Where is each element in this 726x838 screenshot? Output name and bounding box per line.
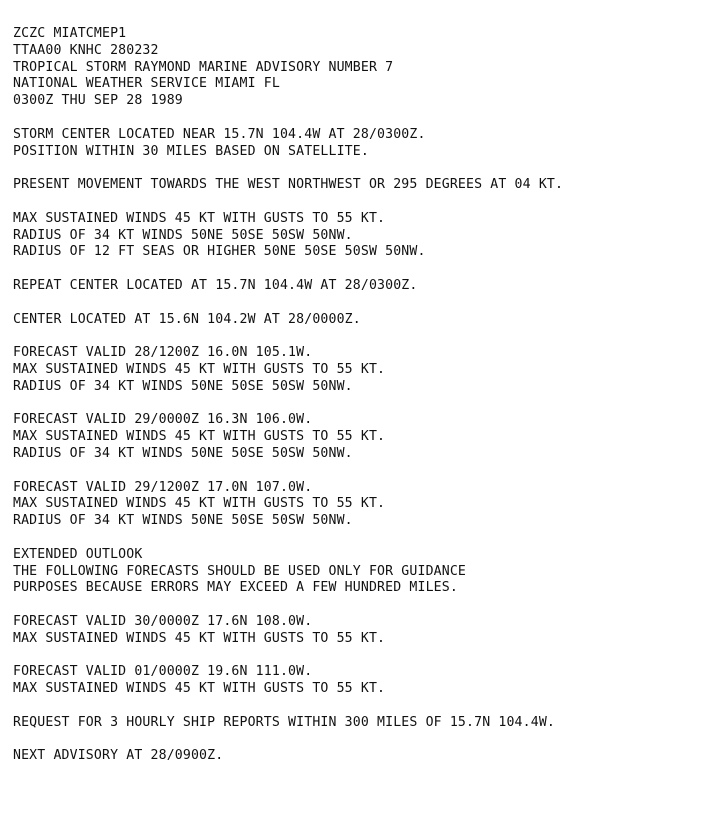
forecast-radius-line: RADIUS OF 34 KT WINDS 50NE 50SE 50SW 50NW. bbox=[13, 378, 353, 394]
forecast-max-winds-line: MAX SUSTAINED WINDS 45 KT WITH GUSTS TO 55 KT. bbox=[13, 429, 386, 445]
extended-outlook-title: EXTENDED OUTLOOK bbox=[13, 546, 143, 562]
blank-line bbox=[13, 597, 718, 614]
forecast-max-winds-line: MAX SUSTAINED WINDS 45 KT WITH GUSTS TO 55 KT. bbox=[13, 681, 386, 697]
forecast-block bbox=[13, 345, 718, 395]
blank-line bbox=[13, 530, 718, 547]
forecast-valid-line: FORECAST VALID 01/0000Z 19.6N 111.0W. bbox=[13, 664, 313, 680]
max-winds-line: MAX SUSTAINED WINDS 45 KT WITH GUSTS TO 55 KT. bbox=[13, 210, 386, 226]
storm-center-line: STORM CENTER LOCATED NEAR 15.7N 104.4W AT 28/0300Z. bbox=[13, 126, 426, 142]
issue-time: 0300Z THU SEP 28 1989 bbox=[13, 93, 183, 109]
blank-line bbox=[13, 328, 718, 345]
forecast-radius-line: RADIUS OF 34 KT WINDS 50NE 50SE 50SW 50NW. bbox=[13, 445, 353, 461]
blank-line bbox=[13, 647, 718, 664]
wind-radius-line: RADIUS OF 34 KT WINDS 50NE 50SE 50SW 50NW. bbox=[13, 227, 353, 243]
extended-outlook-text: THE FOLLOWING FORECASTS SHOULD BE USED ONLY FOR GUIDANCE bbox=[13, 563, 467, 579]
blank-line bbox=[13, 160, 718, 177]
issuing-office: NATIONAL WEATHER SERVICE MIAMI FL bbox=[13, 76, 280, 92]
next-advisory-line: NEXT ADVISORY AT 28/0900Z. bbox=[13, 748, 224, 764]
header-line: ZCZC MIATCMEP1 bbox=[13, 26, 127, 41]
forecast-valid-line: FORECAST VALID 29/0000Z 16.3N 106.0W. bbox=[13, 412, 313, 428]
extended-outlook-block bbox=[13, 547, 718, 597]
forecast-max-winds-line: MAX SUSTAINED WINDS 45 KT WITH GUSTS TO 55 KT. bbox=[13, 630, 386, 646]
blank-line bbox=[13, 194, 718, 211]
winds-block bbox=[13, 211, 718, 261]
forecast-block bbox=[13, 412, 718, 462]
blank-line bbox=[13, 731, 718, 748]
ship-report-request-line: REQUEST FOR 3 HOURLY SHIP REPORTS WITHIN 300 MILES OF 15.7N 104.4W. bbox=[13, 714, 555, 730]
extended-outlook-text: PURPOSES BECAUSE ERRORS MAY EXCEED A FEW HUNDRED MILES. bbox=[13, 580, 458, 596]
forecast-radius-line: RADIUS OF 34 KT WINDS 50NE 50SE 50SW 50NW. bbox=[13, 513, 353, 529]
forecast-max-winds-line: MAX SUSTAINED WINDS 45 KT WITH GUSTS TO 55 KT. bbox=[13, 361, 386, 377]
movement-line: PRESENT MOVEMENT TOWARDS THE WEST NORTHWEST OR 295 DEGREES AT 04 KT. bbox=[13, 177, 564, 193]
extended-forecast-block bbox=[13, 614, 718, 648]
extended-forecast-block bbox=[13, 664, 718, 698]
blank-line bbox=[13, 698, 718, 715]
blank-line bbox=[13, 110, 718, 127]
forecast-max-winds-line: MAX SUSTAINED WINDS 45 KT WITH GUSTS TO 55 KT. bbox=[13, 496, 386, 512]
forecast-valid-line: FORECAST VALID 30/0000Z 17.6N 108.0W. bbox=[13, 613, 313, 629]
header-block bbox=[13, 26, 718, 110]
repeat-center-line: REPEAT CENTER LOCATED AT 15.7N 104.4W AT 28/0300Z. bbox=[13, 277, 418, 293]
blank-line bbox=[13, 396, 718, 413]
storm-center-block bbox=[13, 127, 718, 161]
blank-line bbox=[13, 463, 718, 480]
advisory-document bbox=[13, 26, 718, 765]
seas-radius-line: RADIUS OF 12 FT SEAS OR HIGHER 50NE 50SE 50SW 50NW. bbox=[13, 244, 426, 260]
forecast-valid-line: FORECAST VALID 28/1200Z 16.0N 105.1W. bbox=[13, 345, 313, 361]
forecast-valid-line: FORECAST VALID 29/1200Z 17.0N 107.0W. bbox=[13, 479, 313, 495]
previous-center-line: CENTER LOCATED AT 15.6N 104.2W AT 28/0000Z. bbox=[13, 311, 361, 327]
forecast-block bbox=[13, 480, 718, 530]
blank-line bbox=[13, 261, 718, 278]
blank-line bbox=[13, 295, 718, 312]
header-line: TTAA00 KNHC 280232 bbox=[13, 42, 159, 58]
position-accuracy-line: POSITION WITHIN 30 MILES BASED ON SATELLITE. bbox=[13, 143, 369, 159]
advisory-title: TROPICAL STORM RAYMOND MARINE ADVISORY NUMBER 7 bbox=[13, 59, 394, 75]
